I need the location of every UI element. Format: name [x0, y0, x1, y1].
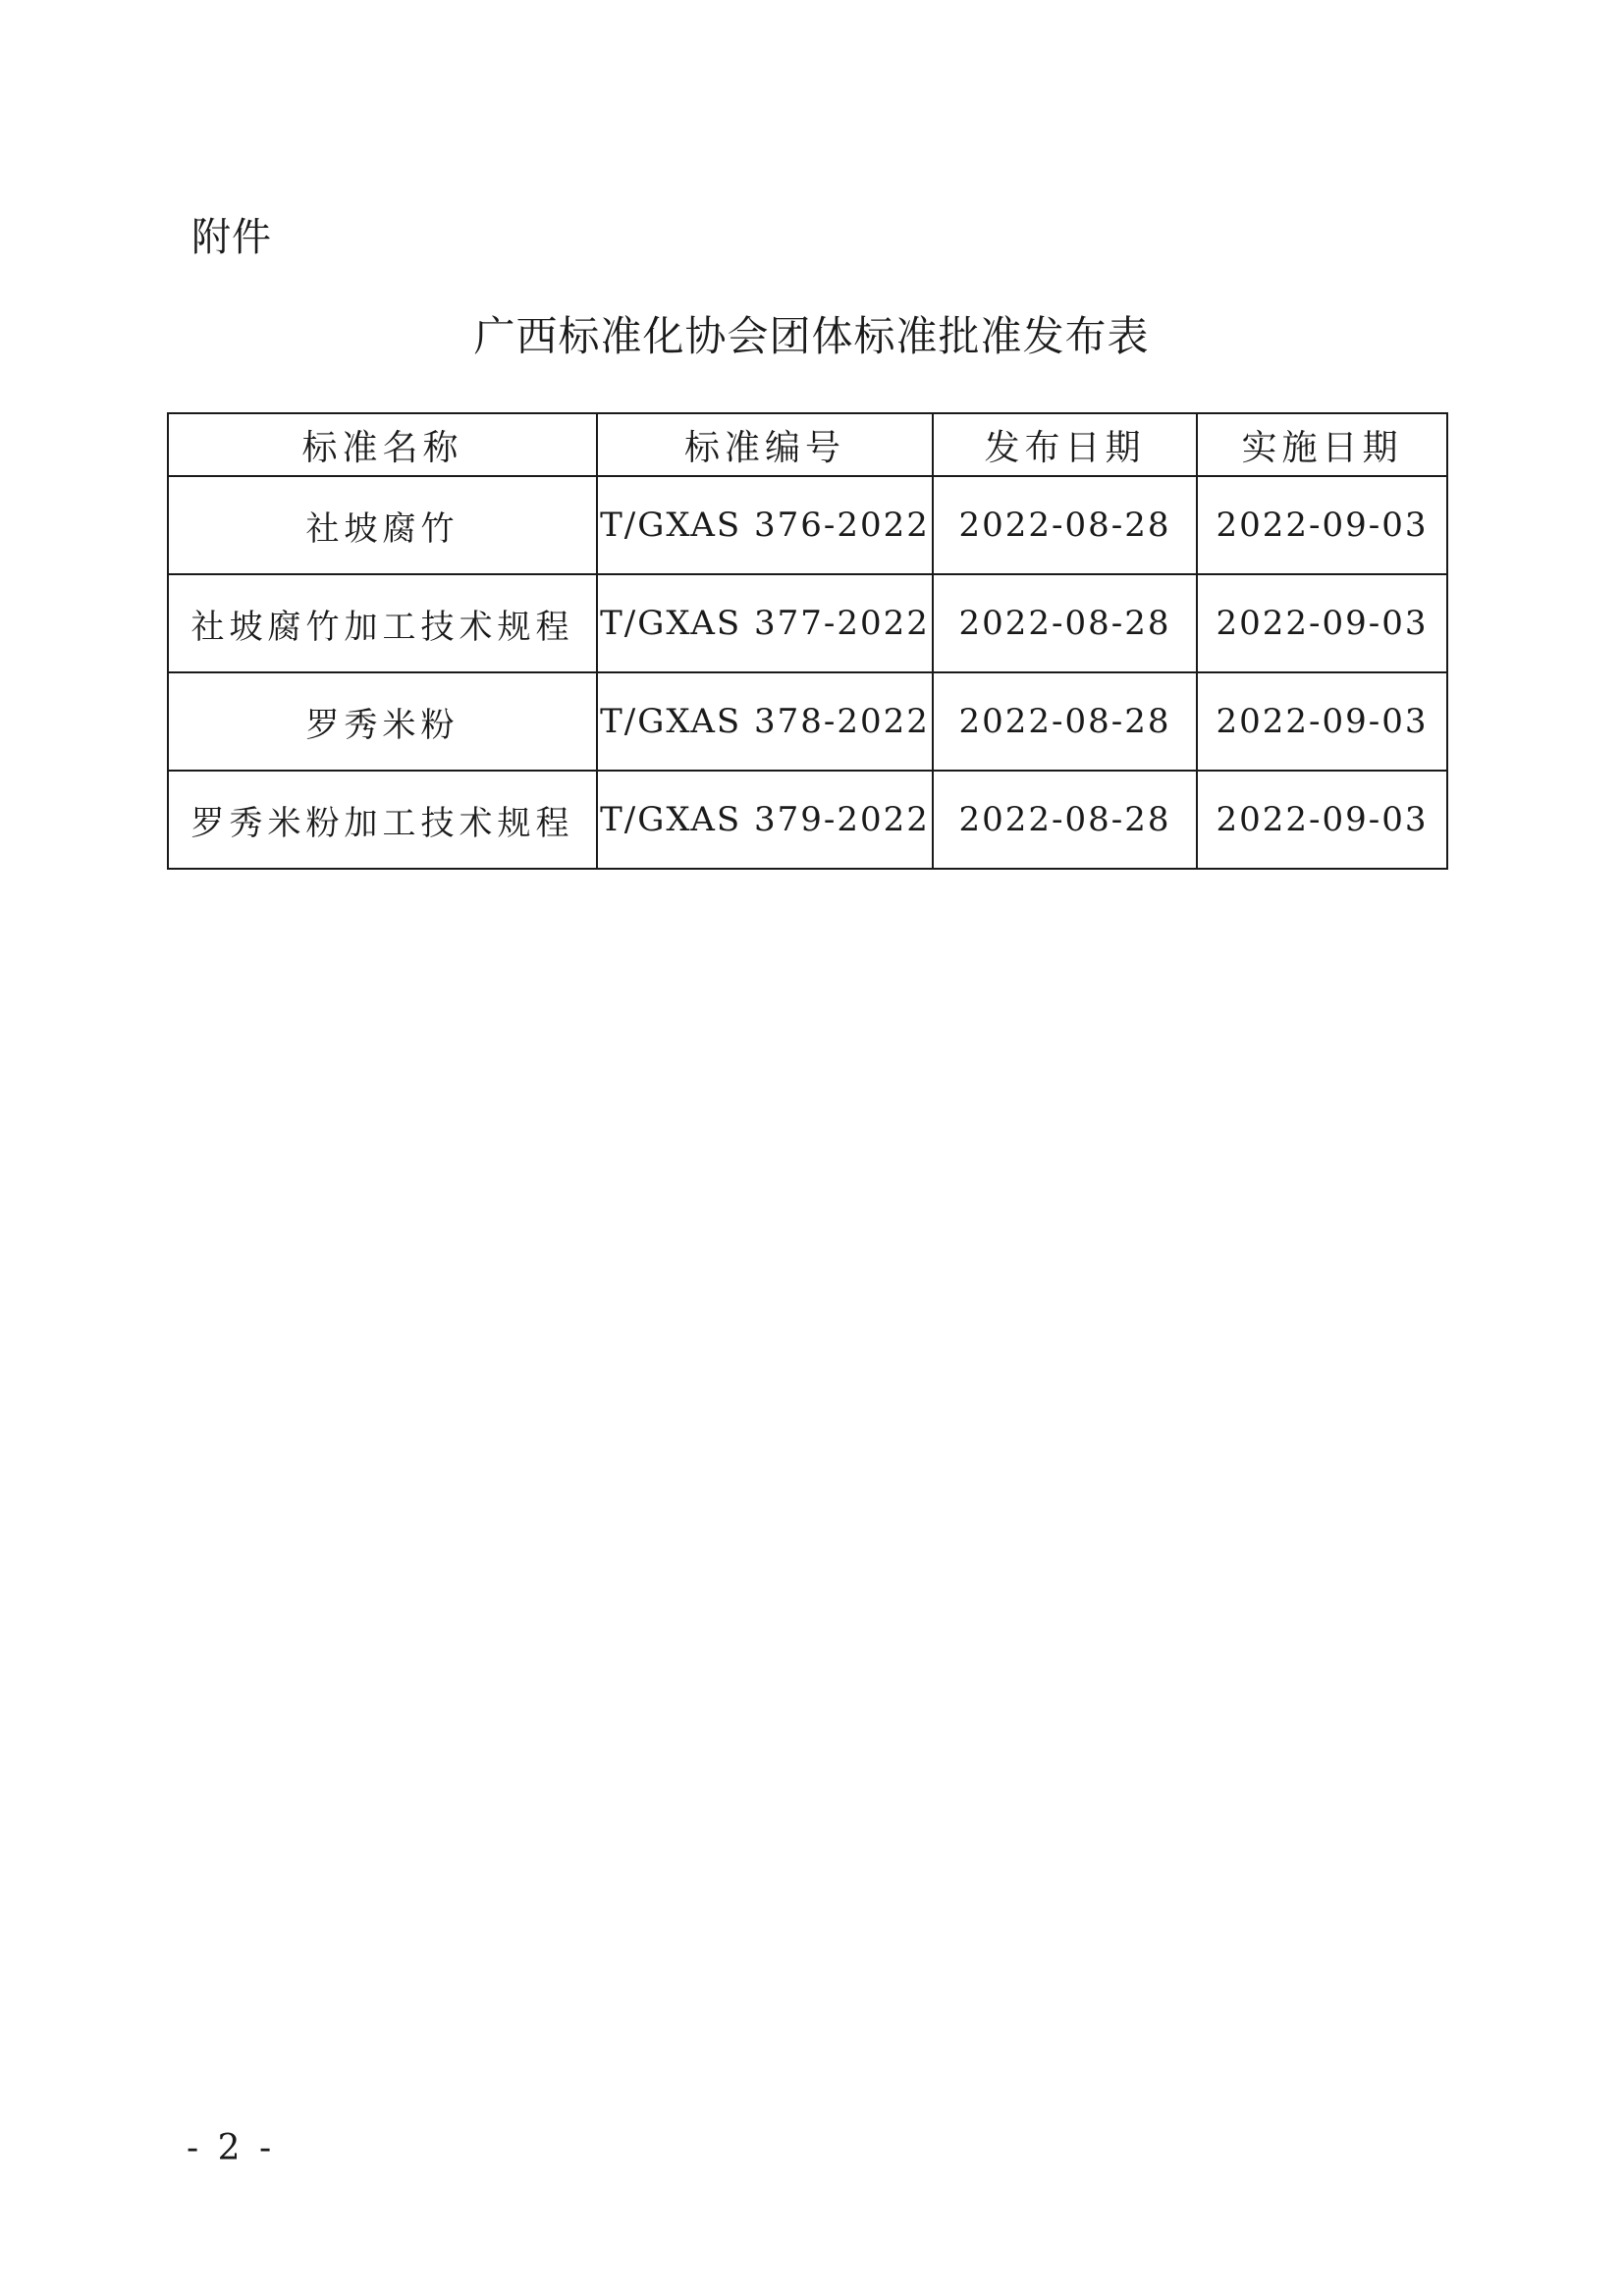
- standard-name-cell: 社坡腐竹: [168, 476, 597, 574]
- page-number: - 2 -: [187, 2128, 276, 2168]
- effective-date-cell: 2022-09-03: [1197, 574, 1447, 672]
- standard-name-cell: 社坡腐竹加工技术规程: [168, 574, 597, 672]
- table-row: [168, 771, 1447, 869]
- standard-name-cell: 罗秀米粉: [168, 672, 597, 771]
- table-row: [168, 672, 1447, 771]
- effective-date-cell: 2022-09-03: [1197, 771, 1447, 869]
- annex-label: 附件: [191, 215, 272, 260]
- standard-code-cell: T/GXAS 379-2022: [597, 771, 933, 869]
- standard-code-cell: T/GXAS 376-2022: [597, 476, 933, 574]
- standard-name-cell: 罗秀米粉加工技术规程: [168, 771, 597, 869]
- header-standard-code: 标准编号: [597, 413, 933, 476]
- standard-code-cell: T/GXAS 378-2022: [597, 672, 933, 771]
- effective-date-cell: 2022-09-03: [1197, 476, 1447, 574]
- header-publish-date: 发布日期: [933, 413, 1197, 476]
- document-title: 广西标准化协会团体标准批准发布表: [473, 312, 1150, 360]
- table-row: [168, 574, 1447, 672]
- publish-date-cell: 2022-08-28: [933, 476, 1197, 574]
- table-row: [168, 476, 1447, 574]
- standard-code-cell: T/GXAS 377-2022: [597, 574, 933, 672]
- publish-date-cell: 2022-08-28: [933, 574, 1197, 672]
- header-standard-name: 标准名称: [168, 413, 597, 476]
- header-effective-date: 实施日期: [1197, 413, 1447, 476]
- standards-table: [167, 412, 1448, 870]
- effective-date-cell: 2022-09-03: [1197, 672, 1447, 771]
- publish-date-cell: 2022-08-28: [933, 672, 1197, 771]
- table-header-row: [168, 413, 1447, 476]
- publish-date-cell: 2022-08-28: [933, 771, 1197, 869]
